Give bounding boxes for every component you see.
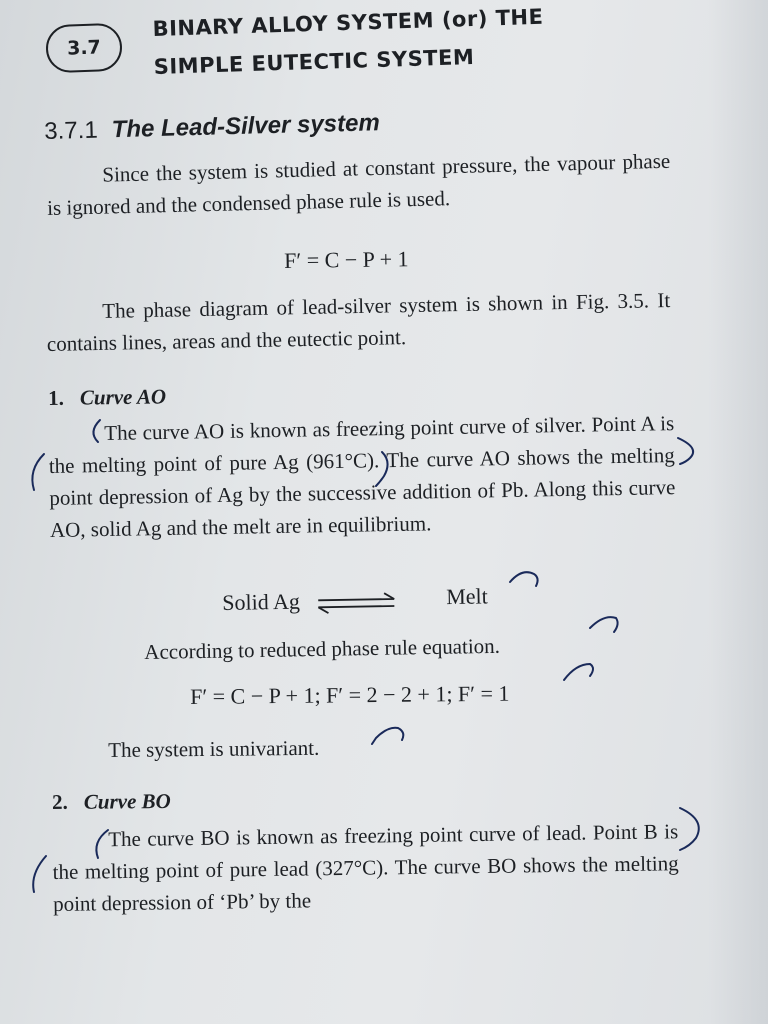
pen-bracket-close-icon (678, 438, 693, 464)
curve-ao-text: The curve AO is known as freezing point curve of silver. Point A is the melting point of pure Ag (961°C). The curve AO shows the melting point depression of Ag by the successive addition of Pb. Along this curve AO, solid Ag and the melt are in equilibrium. (48, 411, 676, 542)
curve-ao-paragraph (48, 407, 676, 546)
intro-paragraph (46, 145, 671, 224)
curve-bo-number: 2. (52, 789, 68, 814)
condensed-phase-rule-equation: F′ = C − P + 1 (284, 246, 409, 273)
reaction-right-side: Melt (445, 583, 488, 610)
phase-diagram-paragraph-text: The phase diagram of lead-silver system is shown in Fig. 3.5. It contains lines, areas and the eutectic point. (46, 288, 671, 356)
equilibrium-arrows-icon (314, 591, 398, 616)
pen-bracket-close-icon (680, 808, 699, 850)
subsection-title: The Lead-Silver system (111, 109, 381, 144)
curve-bo-text: The curve BO is known as freezing point curve of lead. Point B is the melting point of pure lead (327°C). The curve BO shows the melting point depression of ‘Pb’ by the (52, 819, 679, 916)
curve-ao-heading (48, 384, 166, 411)
curve-bo-paragraph (52, 815, 679, 920)
subsection-number: 3.7.1 (44, 116, 99, 145)
reduced-phase-rule-text: According to reduced phase rule equation. (144, 633, 501, 664)
curve-bo-title: Curve BO (83, 788, 171, 814)
curve-ao-number: 1. (48, 385, 65, 410)
section-title-line1: BINARY ALLOY SYSTEM (or) THE (152, 4, 544, 41)
curve-ao-title: Curve AO (79, 384, 167, 410)
section-title-line2: SIMPLE EUTECTIC SYSTEM (153, 44, 475, 79)
univariant-conclusion: The system is univariant. (108, 735, 320, 762)
pen-bracket-open-icon (33, 856, 46, 892)
univariant-equation: F′ = C − P + 1; F′ = 2 − 2 + 1; F′ = 1 (190, 680, 510, 709)
intro-paragraph-text: Since the system is studied at constant pressure, the vapour phase is ignored and the condensed phase rule is used. (46, 148, 671, 220)
pen-tick-icon (564, 664, 593, 680)
phase-diagram-paragraph (46, 284, 671, 360)
equilibrium-reaction (222, 583, 513, 622)
curve-bo-heading (52, 789, 171, 815)
section-number-badge: 3.7 (45, 23, 123, 74)
pen-bracket-open-icon (32, 454, 44, 490)
section-title (152, 0, 674, 86)
pen-tick-icon (510, 572, 538, 586)
reaction-left-side: Solid Ag (222, 588, 301, 615)
subsection-heading (44, 109, 380, 146)
